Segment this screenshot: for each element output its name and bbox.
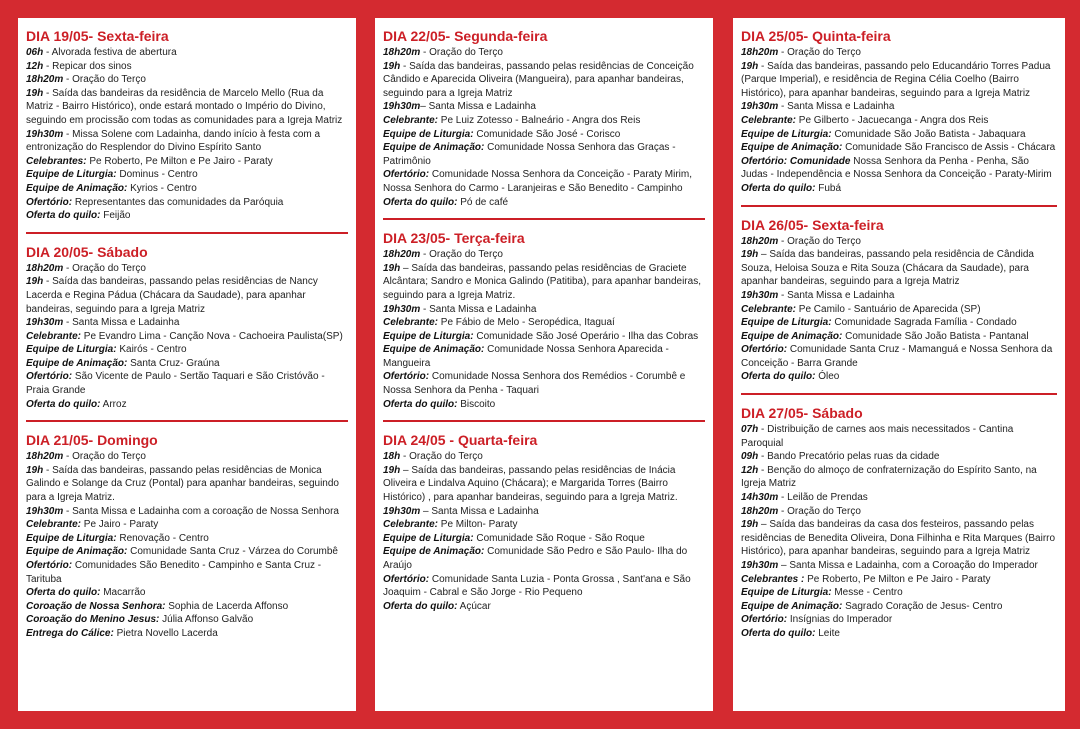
schedule-entry <box>741 100 1057 114</box>
schedule-column-2 <box>375 18 713 711</box>
schedule-entry <box>741 303 1057 317</box>
entry-label: 12h <box>26 60 44 72</box>
schedule-entry <box>383 114 705 128</box>
day-title: DIA 23/05- Terça-feira <box>383 230 525 247</box>
section-divider <box>383 218 705 220</box>
entry-label: Celebrante: <box>383 114 439 126</box>
entry-text: Comunidade São João Batista - Jabaquara <box>831 128 1026 140</box>
schedule-entry <box>383 128 705 142</box>
schedule-entry <box>26 330 348 344</box>
entry-text: Pe Gilberto - Jacuecanga - Angra dos Reis <box>796 114 989 126</box>
schedule-entry <box>26 370 348 397</box>
entry-text: – Santa Missa e Ladainha <box>420 101 536 113</box>
entry-text: Biscoito <box>457 398 496 410</box>
entry-text: Pó de café <box>457 196 509 208</box>
entry-text: Santa Cruz- Graúna <box>127 357 220 369</box>
entry-text: Comunidade São Roque - São Roque <box>473 532 645 544</box>
schedule-entry <box>383 141 705 168</box>
entry-text: Comunidade Nossa Senhora das Graças - Patrimônio <box>383 142 676 167</box>
entry-text: – Santa Missa e Ladainha <box>420 505 539 517</box>
schedule-entry <box>383 248 705 262</box>
entry-text: - Santa Missa e Ladainha <box>63 317 180 329</box>
schedule-entry <box>741 627 1057 641</box>
entry-label: Equipe de Liturgia: <box>26 344 117 356</box>
schedule-entry <box>383 316 705 330</box>
schedule-entry <box>741 248 1057 289</box>
section-divider <box>383 420 705 422</box>
schedule-entry <box>26 316 348 330</box>
schedule-entry <box>26 155 348 169</box>
day-title: DIA 21/05- Domingo <box>26 432 158 449</box>
section-divider <box>26 232 348 234</box>
section-divider <box>26 420 348 422</box>
entry-label: Celebrante: <box>741 114 797 126</box>
entry-text: Pe Roberto, Pe Milton e Pe Jairo - Paraty <box>86 155 273 167</box>
schedule-entry <box>741 289 1057 303</box>
entry-label: Equipe de Liturgia: <box>741 128 832 140</box>
day-title: DIA 20/05- Sábado <box>26 243 148 260</box>
entry-text: Kairós - Centro <box>116 344 187 356</box>
schedule-entry <box>383 450 705 464</box>
entry-label: Oferta do quilo: <box>26 210 101 222</box>
entry-text: Pe Luiz Zotesso - Balneário - Angra dos Reis <box>438 114 641 126</box>
entry-text: - Distribuição de carnes aos mais necessitados - Cantina Paroquial <box>741 424 1014 449</box>
entry-text: - Santa Missa e Ladainha <box>778 289 895 301</box>
entry-label: Equipe de Animação: <box>741 600 843 612</box>
entry-label: 12h <box>741 464 759 476</box>
schedule-entry <box>383 303 705 317</box>
schedule-column-3 <box>733 18 1065 711</box>
schedule-entry <box>741 114 1057 128</box>
schedule-entry <box>741 128 1057 142</box>
entry-label: Coroação do Menino Jesus: <box>26 614 160 626</box>
entry-label: Celebrante: <box>383 317 439 329</box>
entry-label: 19h30m <box>741 101 779 113</box>
entry-text: São Vicente de Paulo - Sertão Taquari e São Cristóvão - Praia Grande <box>26 371 325 397</box>
entry-label: Equipe de Animação: <box>741 142 843 154</box>
schedule-entry <box>383 262 705 303</box>
entry-text: Comunidade Nossa Senhora Aparecida - Mangueira <box>383 344 669 369</box>
entry-label: Celebrantes: <box>26 155 87 167</box>
entry-label: 19h30m <box>383 101 421 113</box>
entry-text: Pietra Novello Lacerda <box>113 627 218 639</box>
entry-text: - Oração do Terço <box>778 47 861 58</box>
entry-label: Equipe de Liturgia: <box>383 330 474 342</box>
day-block <box>741 28 1057 196</box>
entry-label: Celebrante: <box>741 303 797 315</box>
entry-label: Equipe de Animação: <box>383 546 485 558</box>
entry-label: Equipe de Liturgia: <box>741 587 832 599</box>
entry-label: Oferta do quilo: <box>383 600 458 612</box>
entry-text: - Oração do Terço <box>63 74 146 86</box>
schedule-entry <box>26 627 348 641</box>
schedule-entry <box>741 235 1057 249</box>
entry-text: Comunidade São João Batista - Pantanal <box>842 330 1029 342</box>
entry-text: Óleo <box>815 371 840 383</box>
schedule-entry <box>383 505 705 519</box>
day-title: DIA 25/05- Quinta-feira <box>741 28 891 44</box>
entry-text: - Oração do Terço <box>778 505 861 517</box>
entry-label: Ofertório: <box>383 371 430 383</box>
schedule-entry <box>383 100 705 114</box>
entry-label: 19h30m <box>26 317 64 329</box>
schedule-entry <box>383 343 705 370</box>
day-title: DIA 26/05- Sexta-feira <box>741 216 884 233</box>
schedule-column-1 <box>18 18 356 711</box>
entry-text: Insígnias do Imperador <box>787 614 893 626</box>
entry-text: – Santa Missa e Ladainha, com a Coroação do Imperador <box>778 560 1038 571</box>
schedule-entry <box>741 518 1057 559</box>
entry-text: Comunidade Nossa Senhora dos Remédios - Corumbê e Nossa Senhora da Penha - Taquari <box>383 371 686 397</box>
entry-label: Equipe de Animação: <box>383 142 485 154</box>
entry-text: Sophia de Lacerda Affonso <box>165 600 289 612</box>
entry-text: – Saída das bandeiras, passando pelas residências de Inácia Oliveira e Lindalva Aquino (Chácara); e Margarida Torres (Bairro Histórico) , para apanhar bandeiras, seguindo para a Igreja Matriz. <box>383 464 678 504</box>
schedule-entry <box>26 518 348 532</box>
schedule-entry <box>383 196 705 210</box>
entry-text: – Saída das bandeiras, passando pelas residências de Graciete Alcântara; Sandro e Monica Galindo (Patitiba), para apanhar bandeiras, seguindo para a Igreja Matriz. <box>383 262 701 301</box>
entry-text: Comunidade São Pedro e São Paulo- Ilha do Araújo <box>383 546 688 571</box>
entry-label: Coroação de Nossa Senhora: <box>26 600 166 612</box>
schedule-entry <box>741 343 1057 370</box>
entry-text: Kyrios - Centro <box>127 182 197 194</box>
schedule-entry <box>383 330 705 344</box>
schedule-entry <box>383 518 705 532</box>
entry-label: Oferta do quilo: <box>741 627 816 639</box>
entry-text: - Oração do Terço <box>63 451 146 463</box>
entry-label: 18h20m <box>741 47 779 58</box>
entry-text: - Oração do Terço <box>400 451 483 463</box>
schedule-entry <box>383 600 705 614</box>
entry-label: Equipe de Animação: <box>26 357 128 369</box>
schedule-entry <box>26 586 348 600</box>
entry-label: Oferta do quilo: <box>383 398 458 410</box>
entry-text: - Bando Precatório pelas ruas da cidade <box>758 451 940 463</box>
entry-text: Comunidade Sagrada Família - Condado <box>831 317 1017 329</box>
entry-label: 19h30m <box>383 303 421 315</box>
entry-label: Celebrante: <box>26 330 82 342</box>
entry-label: 18h20m <box>383 47 421 58</box>
schedule-entry <box>741 46 1057 60</box>
day-block <box>26 432 348 640</box>
entry-text: - Alvorada festiva de abertura <box>43 47 177 58</box>
schedule-entry <box>26 168 348 182</box>
schedule-entry <box>26 209 348 223</box>
entry-label: 19h30m <box>741 289 779 301</box>
entry-text: - Repicar dos sinos <box>43 60 132 72</box>
day-title: DIA 22/05- Segunda-feira <box>383 28 548 44</box>
schedule-entry <box>741 423 1057 450</box>
schedule-entry <box>383 370 705 397</box>
schedule-entry <box>741 450 1057 464</box>
entry-text: Feijão <box>100 210 131 222</box>
entry-label: 19h <box>26 276 44 288</box>
entry-label: 19h <box>741 60 759 72</box>
entry-text: Júlia Affonso Galvão <box>159 614 254 626</box>
schedule-entry <box>26 450 348 464</box>
entry-label: Equipe de Liturgia: <box>741 317 832 329</box>
entry-label: Entrega do Cálice: <box>26 627 114 639</box>
entry-label: Equipe de Animação: <box>741 330 843 342</box>
entry-text: Pe Roberto, Pe Milton e Pe Jairo - Paraty <box>804 573 991 585</box>
schedule-entry <box>383 60 705 101</box>
entry-label: 18h20m <box>26 74 64 86</box>
schedule-entry <box>26 60 348 74</box>
entry-text: Pe Camilo - Santuário de Aparecida (SP) <box>796 303 981 315</box>
entry-text: - Leilão de Prendas <box>778 492 868 504</box>
entry-text: Comunidade Santa Luzia - Ponta Grossa , Sant'ana e São Joaquim - Cabral e São Jorge - Rio Pequeno <box>383 573 691 599</box>
schedule-entry <box>741 600 1057 614</box>
schedule-entry <box>741 505 1057 519</box>
entry-text: - Oração do Terço <box>778 235 861 247</box>
day-title: DIA 24/05 - Quarta-feira <box>383 432 538 449</box>
entry-label: 19h30m <box>741 560 779 571</box>
entry-label: Ofertório: <box>26 560 73 571</box>
entry-label: 18h20m <box>26 451 64 463</box>
schedule-entry <box>26 398 348 412</box>
entry-text: Pe Fábio de Melo - Seropédica, Itaguaí <box>438 317 615 329</box>
entry-text: - Benção do almoço de confraternização do Espírito Santo, na Igreja Matriz <box>741 464 1037 490</box>
entry-label: Oferta do quilo: <box>383 196 458 208</box>
schedule-entry <box>383 46 705 60</box>
entry-label: 19h30m <box>26 505 64 517</box>
entry-text: Messe - Centro <box>831 587 903 599</box>
entry-label: 18h20m <box>383 249 421 261</box>
entry-label: 19h <box>26 464 44 476</box>
entry-text: Sagrado Coração de Jesus- Centro <box>842 600 1003 612</box>
day-title: DIA 27/05- Sábado <box>741 405 863 422</box>
schedule-entry <box>26 196 348 210</box>
entry-label: Oferta do quilo: <box>741 371 816 383</box>
entry-label: 07h <box>741 424 759 436</box>
entry-label: 19h <box>741 249 759 261</box>
entry-label: Equipe de Animação: <box>383 344 485 356</box>
entry-text: - Santa Missa e Ladainha <box>420 303 537 315</box>
entry-label: Ofertório: <box>383 169 430 181</box>
schedule-entry <box>741 182 1057 196</box>
schedule-entry <box>26 275 348 316</box>
entry-text: Arroz <box>100 398 127 410</box>
entry-text: Representantes das comunidades da Paróquia <box>72 196 284 208</box>
schedule-entry <box>383 168 705 195</box>
day-block <box>741 217 1057 385</box>
schedule-entry <box>26 600 348 614</box>
schedule-entry <box>26 357 348 371</box>
entry-text: - Oração do Terço <box>420 47 503 58</box>
entry-text: Dominus - Centro <box>116 169 198 181</box>
entry-label: 19h30m <box>26 128 64 140</box>
schedule-entry <box>26 182 348 196</box>
entry-text: Açúcar <box>457 600 491 612</box>
entry-label: Oferta do quilo: <box>26 398 101 410</box>
entry-text: Pe Evandro Lima - Canção Nova - Cachoeira Paulista(SP) <box>81 330 343 342</box>
schedule-entry <box>741 613 1057 627</box>
entry-text: – Saída das bandeiras da casa dos festeiros, passando pelas residências de Benedita Oliveira, Dona Filhinha e Rita Marques (Bairro Histórico), para apanhar bandeiras, seguindo para a Igreja Matriz <box>741 519 1056 558</box>
schedule-entry <box>741 155 1057 182</box>
entry-text: Comunidade São José Operário - Ilha das Cobras <box>473 330 699 342</box>
entry-label: Ofertório: <box>26 371 73 383</box>
day-block <box>383 28 705 209</box>
day-title: DIA 19/05- Sexta-feira <box>26 28 169 44</box>
entry-label: Equipe de Liturgia: <box>26 532 117 544</box>
entry-label: Equipe de Animação: <box>26 546 128 558</box>
schedule-entry <box>26 464 348 505</box>
schedule-entry <box>26 46 348 60</box>
entry-text: - Saída das bandeiras, passando pelas residências de Monica Galindo e Solange da Cruz (Pontal) para apanhar bandeiras, seguindo para a Igreja Matriz. <box>26 464 339 504</box>
entry-label: 19h30m <box>383 505 421 517</box>
section-divider <box>741 205 1057 207</box>
entry-label: Ofertório: <box>26 196 73 208</box>
day-block <box>383 432 705 613</box>
schedule-entry <box>741 60 1057 101</box>
schedule-entry <box>26 87 348 128</box>
entry-text: - Saída das bandeiras da residência de Marcelo Mello (Rua da Matriz - Bairro Histórico), onde estará montado o Império do Divino, seguindo em procissão com todas as comunidades para a Igreja Matriz <box>26 87 343 126</box>
entry-label: Ofertório: <box>741 614 788 626</box>
entry-label: Celebrante: <box>383 519 439 531</box>
entry-label: 18h20m <box>741 235 779 247</box>
day-block <box>741 405 1057 641</box>
entry-label: 18h20m <box>26 262 64 274</box>
entry-label: Ofertório: <box>741 344 788 356</box>
day-block <box>26 244 348 412</box>
entry-text: Pe Jairo - Paraty <box>81 519 159 531</box>
entry-text: Comunidade São José - Corisco <box>473 128 621 140</box>
entry-text: Comunidade Santa Cruz - Várzea do Corumbê <box>127 546 338 558</box>
entry-label: 19h <box>26 87 44 99</box>
entry-label: Oferta do quilo: <box>741 182 816 194</box>
day-block <box>26 28 348 223</box>
schedule-entry <box>741 586 1057 600</box>
entry-label: 14h30m <box>741 492 779 504</box>
entry-label: Equipe de Liturgia: <box>26 169 117 181</box>
entry-label: Ofertório: <box>383 573 430 585</box>
entry-text: - Saída das bandeiras, passando pelo Educandário Torres Padua (Parque Imperial), e residência de Regina Célia Coelho (Bairro Histórico), para apanhar bandeiras, seguindo para a Igreja Matriz <box>741 60 1051 99</box>
schedule-entry <box>741 559 1057 573</box>
schedule-entry <box>741 491 1057 505</box>
entry-label: Celebrante: <box>26 519 82 531</box>
entry-text: - Santa Missa e Ladainha com a coroação de Nossa Senhora <box>63 505 339 517</box>
schedule-entry <box>383 573 705 600</box>
entry-text: - Saída das bandeiras, passando pelas residências de Conceição Cândido e Aparecida Oliveira (Mangueira), para apanhar bandeiras, seguindo para a Igreja Matriz <box>383 60 694 99</box>
entry-label: 18h20m <box>741 505 779 517</box>
entry-label: 18h <box>383 451 401 463</box>
entry-text: Pe Milton- Paraty <box>438 519 518 531</box>
schedule-entry <box>383 545 705 572</box>
schedule-entry <box>26 505 348 519</box>
schedule-entry <box>26 73 348 87</box>
entry-text: - Oração do Terço <box>420 249 503 261</box>
schedule-entry <box>26 545 348 559</box>
schedule-entry <box>741 316 1057 330</box>
day-block <box>383 230 705 411</box>
schedule-entry <box>26 613 348 627</box>
schedule-entry <box>741 370 1057 384</box>
entry-text: Fubá <box>815 182 842 194</box>
schedule-entry <box>741 573 1057 587</box>
schedule-entry <box>26 559 348 586</box>
schedule-entry <box>26 343 348 357</box>
entry-text: – Saída das bandeiras, passando pela residência de Cândida Souza, Heloisa Souza e Rita Souza (Chácara da Saudade), para apanhar bandeiras, seguindo para a Igreja Matriz <box>741 249 1034 288</box>
entry-text: - Saída das bandeiras, passando pelas residências de Nancy Lacerda e Regina Pádua (Chácara da Saudade), para apanhar bandeiras, seguindo para a Igreja Matriz <box>26 276 318 315</box>
entry-label: Ofertório: Comunidade <box>741 155 851 167</box>
entry-label: 19h <box>383 262 401 274</box>
schedule-entry <box>26 262 348 276</box>
entry-text: Comunidade São Francisco de Assis - Chácara <box>842 142 1056 154</box>
entry-text: - Santa Missa e Ladainha <box>778 101 895 113</box>
entry-text: Comunidades São Benedito - Campinho e Santa Cruz - Tarituba <box>26 560 322 585</box>
entry-text: - Missa Solene com Ladainha, dando início à festa com a entronização do Resplendor do Divino Espírito Santo <box>26 128 321 154</box>
schedule-entry <box>383 398 705 412</box>
entry-label: 06h <box>26 47 44 58</box>
schedule-entry <box>383 464 705 505</box>
entry-label: Oferta do quilo: <box>26 587 101 599</box>
entry-text: Renovação - Centro <box>116 532 209 544</box>
entry-text: Comunidade Santa Cruz - Mamanguá e Nossa Senhora da Conceição - Barra Grande <box>741 344 1053 369</box>
schedule-entry <box>26 532 348 546</box>
entry-label: Celebrantes : <box>741 573 805 585</box>
schedule-entry <box>741 141 1057 155</box>
entry-text: Nossa Senhora da Penha - Penha, São Judas - Independência e Nossa Senhora da Conceição - Paraty-Mirim <box>741 155 1052 181</box>
entry-label: 19h <box>383 60 401 72</box>
entry-text: Comunidade Nossa Senhora da Conceição - Paraty Mirim, Nossa Senhora do Carmo - Laranjeiras e São Benedito - Campinho <box>383 169 693 194</box>
entry-label: 19h <box>383 464 401 476</box>
entry-label: Equipe de Liturgia: <box>383 532 474 544</box>
schedule-entry <box>741 464 1057 491</box>
entry-label: Equipe de Liturgia: <box>383 128 474 140</box>
entry-text: Macarrão <box>100 587 146 599</box>
entry-text: Leite <box>815 627 840 639</box>
schedule-entry <box>383 532 705 546</box>
section-divider <box>741 393 1057 395</box>
entry-label: 09h <box>741 451 759 463</box>
schedule-entry <box>741 330 1057 344</box>
entry-text: - Oração do Terço <box>63 262 146 274</box>
schedule-entry <box>26 128 348 155</box>
entry-label: 19h <box>741 519 759 531</box>
entry-label: Equipe de Animação: <box>26 182 128 194</box>
